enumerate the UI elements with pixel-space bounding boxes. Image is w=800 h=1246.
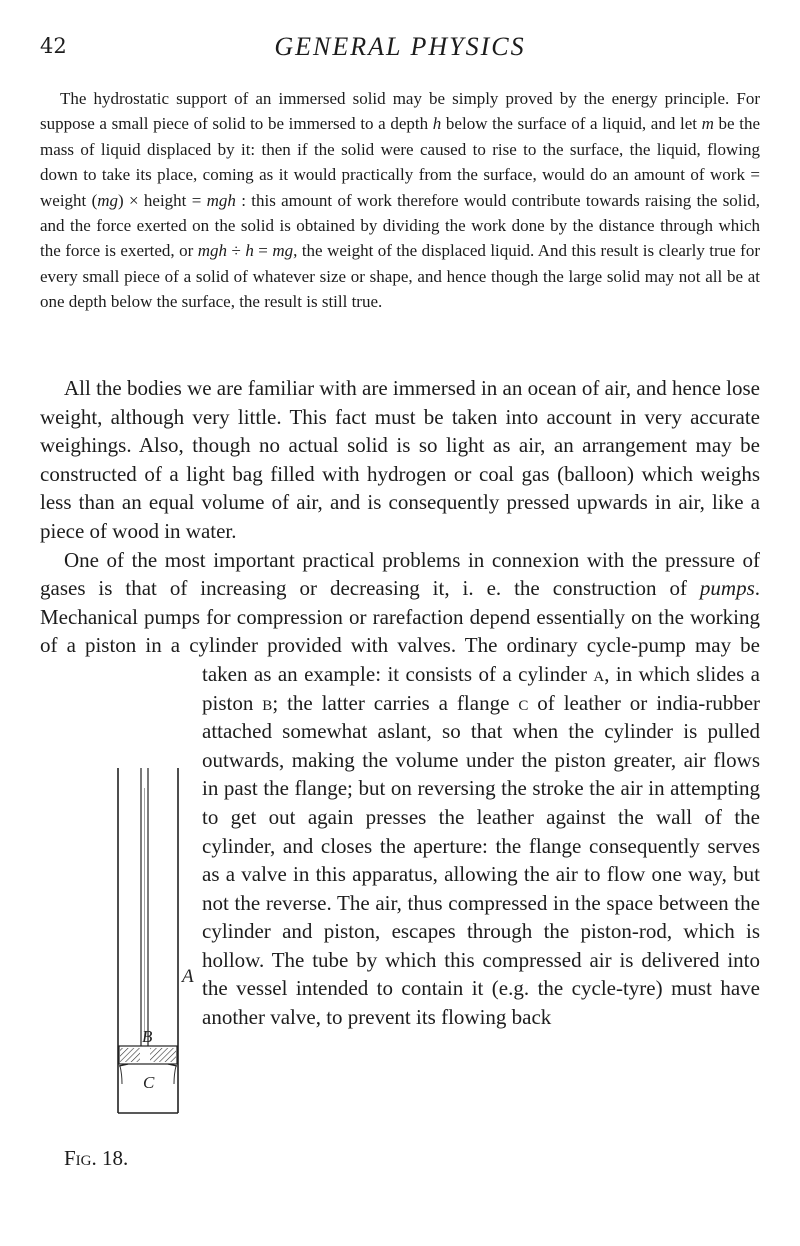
small-print-section	[40, 86, 760, 315]
var-mg: mg	[97, 190, 119, 210]
air-immersion-paragraph: All the bodies we are familiar with are immersed in an ocean of air, and hence lose weight, although very little. This fact must be taken into account in very accurate weighings. Also, though no actual solid is so light as air, an arrangement may be constructed of a light bag filled with hydrogen or coal gas (balloon) which weighs less than an equal volume of air, and is consequently pressed upwards in air, like a piece of wood in water.	[40, 376, 760, 543]
main-text-section	[40, 374, 760, 1216]
label-b: B	[142, 1026, 153, 1046]
var-mgh-2: mgh	[197, 241, 228, 261]
running-title: GENERAL PHYSICS	[274, 32, 526, 61]
var-mg-2: mg	[272, 241, 294, 261]
label-c: C	[143, 1072, 155, 1092]
hydrostatic-paragraph: The hydrostatic support of an immersed solid may be simply proved by the energy principle. For suppose a small piece of solid to be immersed to a depth h below the surface of a liquid, and let m be the mass of liquid displaced by it: then if the solid were caused to rise to the surface, the liquid, flowing down to take its place, coming as it would practically from the surface, would do an amount of work = weight (mg) × height = mgh : this amount of work therefore would contribute towards raising the solid, and the force exerted on the solid is obtained by dividing the work done by the distance through which the force is exerted, or mgh ÷ h = mg, the weight of the displaced liquid. And this result is clearly true for every small piece of a solid of whatever size or shape, and hence though the large solid may not all be at one depth below the surface, the result is still true.	[40, 89, 761, 312]
var-h-2: h	[245, 241, 254, 261]
var-mgh: mgh	[206, 190, 236, 210]
var-m: m	[701, 114, 714, 134]
letter-b: b	[262, 690, 273, 715]
cycle-pump-diagram	[40, 768, 194, 1128]
pumps-paragraph: One of the most important practical problems in connexion with the pressure of gases is that of increasing or decreasing it, i. e. the construction of pumps. Mechanical pumps for compression or rarefaction depend essentially on the working of a piston in a cylinder provided with valves. The ordinary cycle-pump may be taken as an example: it consists of a cylinder B C A Fig. 18. a, in which slides a piston b; the latter carries a flange c of leather or india-rubber attached somewhat aslant, so that when the cylinder is pulled outwards, making the volume under the piston greater, air flows in past the flange; but on reversing the stroke the air in attempting to get out again presses the leather against the wall of the cylinder, and closes the aperture: the flange consequently serves as a valve in this apparatus, allowing the air to flow one way, but not the reverse. The air, thus compressed in the space between the cylinder and piston, escapes through the piston-rod, which is hollow. The tube by which this compressed air is delivered into the vessel intended to contain it (e.g. the cycle-tyre) must have another valve, to prevent its flowing back	[40, 546, 760, 1032]
page-number: 42	[40, 34, 67, 58]
figure-18	[40, 664, 202, 1216]
piston-b	[119, 1046, 177, 1064]
letter-a: a	[593, 661, 605, 686]
figure-caption: Fig. 18.	[64, 1145, 129, 1170]
piston-rod	[141, 768, 148, 1046]
pumps-term: pumps	[699, 576, 755, 601]
letter-c: c	[518, 690, 529, 715]
label-a: A	[182, 965, 194, 987]
var-h: h	[432, 114, 442, 134]
